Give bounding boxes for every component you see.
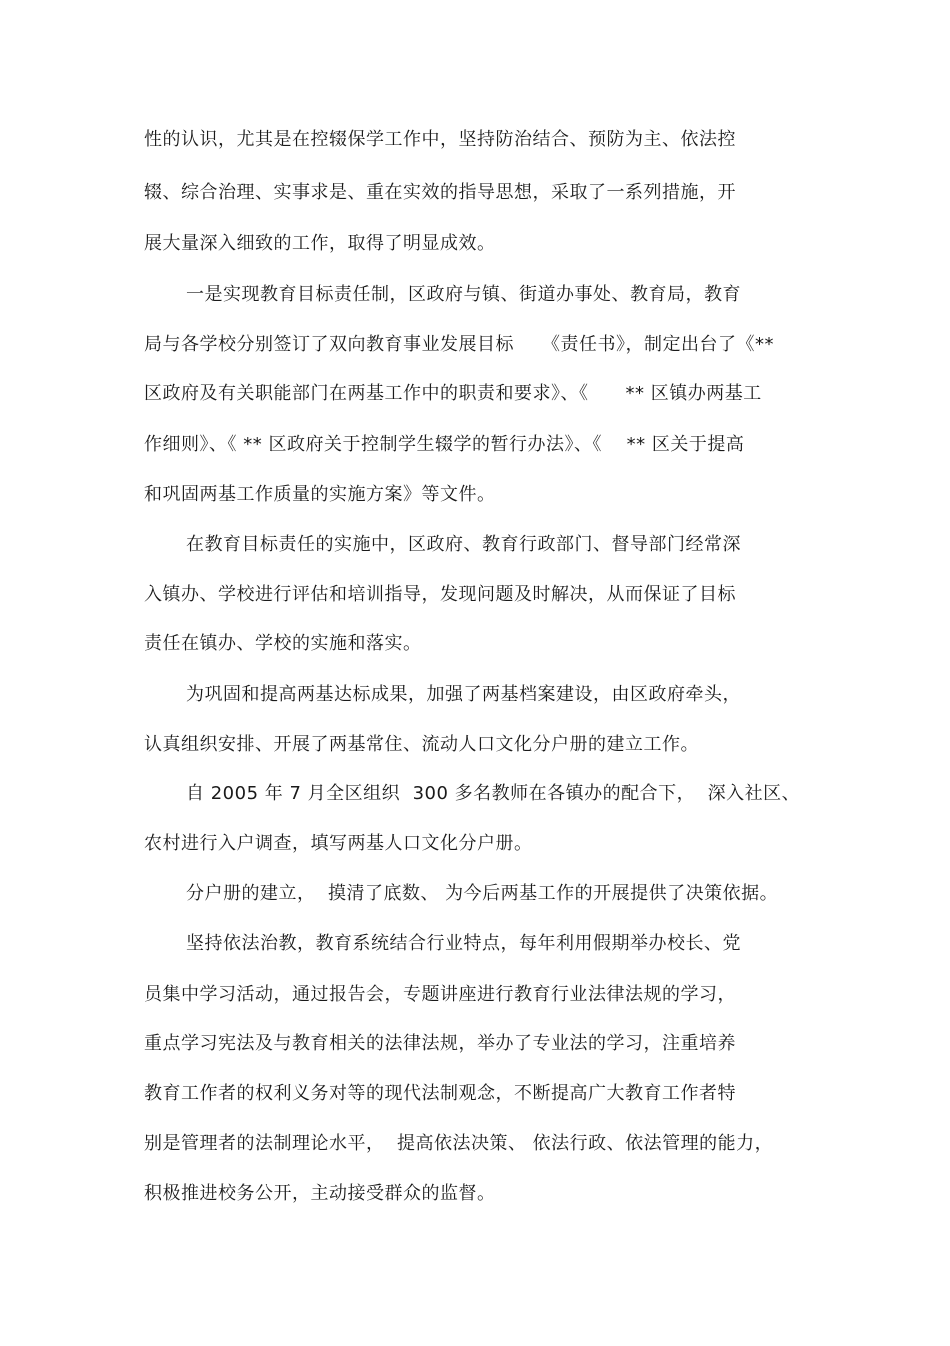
text-line: 认真组织安排、开展了两基常住、流动人口文化分户册的建立工作。: [144, 734, 699, 755]
text-line: 作细则》、《 ** 区政府关于控制学生辍学的暂行办法》、《 ** 区关于提高: [144, 434, 745, 455]
text-line: 责任在镇办、学校的实施和落实。: [144, 633, 422, 654]
text-line: 员集中学习活动，通过报告会，专题讲座进行教育行业法律法规的学习，: [144, 984, 736, 1005]
text-line: 重点学习宪法及与教育相关的法律法规，举办了专业法的学习，注重培养: [144, 1033, 736, 1054]
paragraph-first-line: 自 2005 年 7 月全区组织 300 多名教师在各镇办的配合下， 深入社区、: [186, 783, 801, 804]
text-line: 区政府及有关职能部门在两基工作中的职责和要求》、《 ** 区镇办两基工: [144, 383, 762, 404]
text-line: 入镇办、学校进行评估和培训指导，发现问题及时解决，从而保证了目标: [144, 584, 736, 605]
text-line: 教育工作者的权利义务对等的现代法制观念，不断提高广大教育工作者特: [144, 1083, 736, 1104]
text-line: 农村进行入户调查，填写两基人口文化分户册。: [144, 833, 533, 854]
paragraph-first-line: 一是实现教育目标责任制，区政府与镇、街道办事处、教育局，教育: [186, 284, 741, 305]
paragraph-first-line: 坚持依法治教，教育系统结合行业特点，每年利用假期举办校长、党: [186, 933, 741, 954]
text-line: 别是管理者的法制理论水平， 提高依法决策、 依法行政、依法管理的能力，: [144, 1133, 774, 1154]
paragraph-first-line: 为巩固和提高两基达标成果，加强了两基档案建设，由区政府牵头，: [186, 684, 741, 705]
text-line: 辍、综合治理、实事求是、重在实效的指导思想，采取了一系列措施，开: [144, 182, 736, 203]
text-line: 性的认识，尤其是在控辍保学工作中，坚持防治结合、预防为主、依法控: [144, 129, 736, 150]
text-line: 展大量深入细致的工作，取得了明显成效。: [144, 233, 496, 254]
text-line: 和巩固两基工作质量的实施方案》等文件。: [144, 484, 496, 505]
paragraph-first-line: 在教育目标责任的实施中，区政府、教育行政部门、督导部门经常深: [186, 534, 741, 555]
text-line: 局与各学校分别签订了双向教育事业发展目标 《责任书》，制定出台了《**: [144, 334, 774, 355]
paragraph-first-line: 分户册的建立， 摸清了底数、 为今后两基工作的开展提供了决策依据。: [186, 883, 779, 904]
text-line: 积极推进校务公开，主动接受群众的监督。: [144, 1183, 496, 1204]
